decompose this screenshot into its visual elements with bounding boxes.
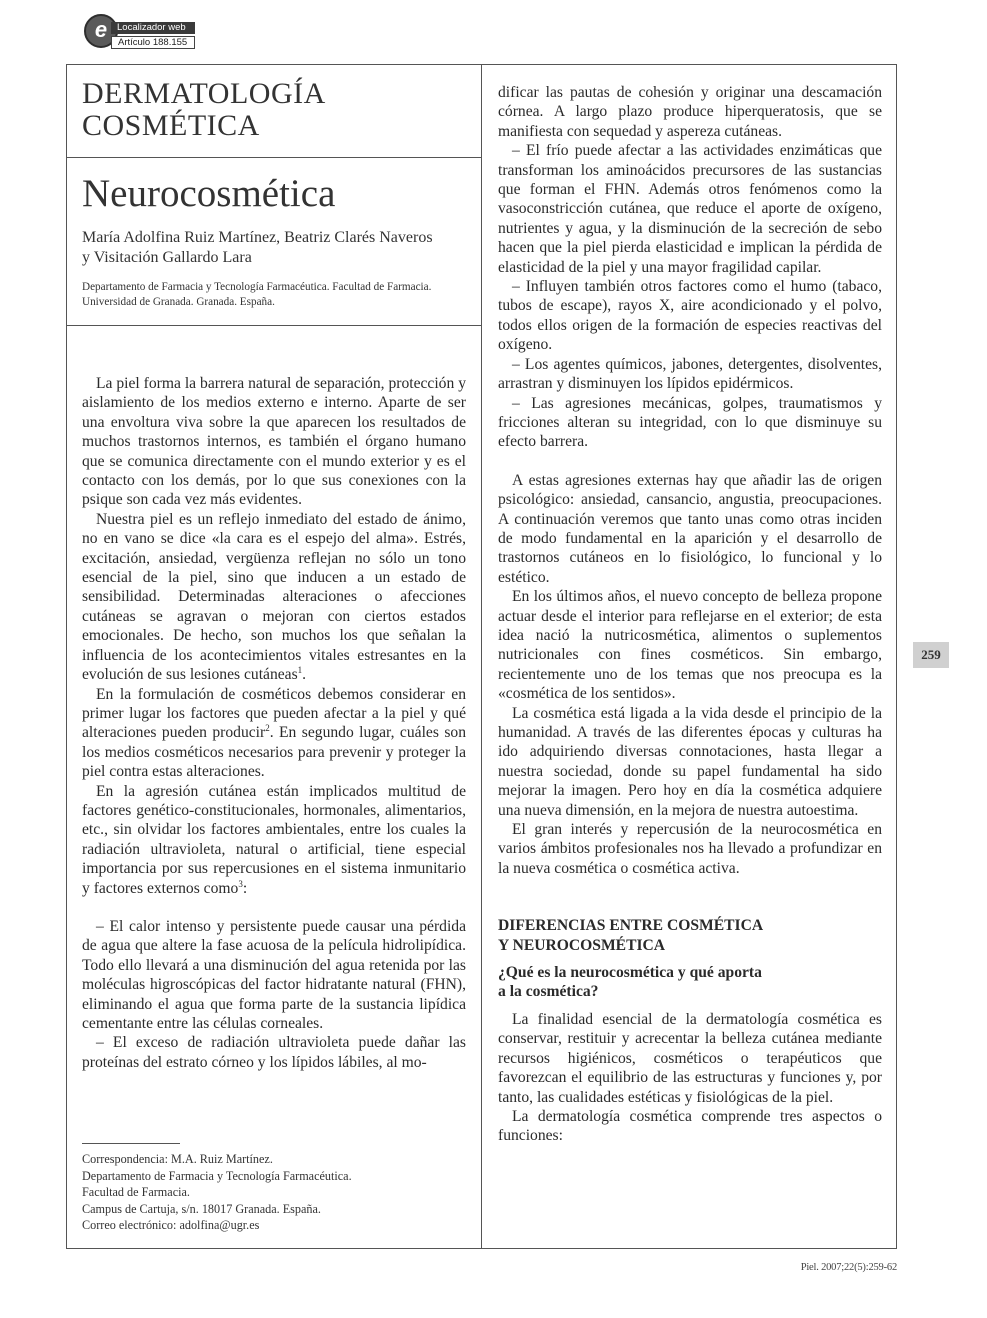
- section-title-line2: COSMÉTICA: [82, 109, 260, 142]
- affiliation-line2: Universidad de Granada. Granada. España.: [82, 296, 275, 308]
- list-item: – Influyen también otros factores como el humo (tabaco, tubos de escape), rayos X, aire acondicionado y el polvo, todos ellos origen de la formación de especies reactivas del oxígeno.: [498, 278, 882, 354]
- column-divider: [481, 64, 482, 1249]
- footnote-line: Departamento de Farmacia y Tecnología Farmacéutica.: [82, 1168, 352, 1183]
- reference-mark: 2: [265, 723, 270, 734]
- reference-mark: 3: [238, 878, 243, 889]
- reference-mark: 1: [297, 664, 303, 675]
- paragraph: A estas agresiones externas hay que añadir las de origen psicológico: ansiedad, cansancio, angustia, preocupaciones. A continuación veremos que tanto unas como otras inciden de modo fundamental en la aparición y el desarrollo de trastornos cutáneos en lo fisiológico, lo funcional y lo estético.: [498, 471, 882, 586]
- left-column: [82, 374, 466, 1072]
- footnote-email: Correo electrónico: adolfina@ugr.es: [82, 1218, 260, 1233]
- list-item: – Los agentes químicos, jabones, detergentes, disolventes, arrastran y disminuyen los lípidos epidérmicos.: [498, 355, 882, 393]
- section-title-line1: DERMATOLOGÍA: [82, 77, 326, 110]
- footnote-line: Correspondencia: M.A. Ruiz Martínez.: [82, 1152, 273, 1166]
- affiliation-line1: Departamento de Farmacia y Tecnología Farmacéutica. Facultad de Farmacia.: [82, 281, 432, 293]
- list-item: – Las agresiones mecánicas, golpes, traumatismos y fricciones alteran su integridad, con lo que disminuye su efecto barrera.: [498, 394, 882, 451]
- paragraph: El gran interés y repercusión de la neurocosmética en varios ámbitos profesionales nos ha llevado a profundizar en la nueva cosmética o cosmética activa.: [498, 821, 882, 877]
- badge-top-label: Localizador web: [111, 22, 195, 34]
- subsection-heading: ¿Qué es la neurocosmética y qué aporta a la cosmética?: [498, 964, 762, 1001]
- header-rule-bottom: [66, 325, 482, 326]
- article-title: Neurocosmética: [82, 172, 336, 215]
- right-column: [498, 83, 882, 1146]
- paragraph: Nuestra piel es un reflejo inmediato del estado de ánimo, no en vano se dice «la cara es el espejo del alma». Estrés, excitación, ansiedad, vergüenza reflejan no sólo un tono esencial de la piel, sino que inducen a un estado de sensibilidad. Determinadas alteraciones o afecciones cutáneas se agravan o mejoran con ciertos estados emocionales. De hecho, son muchos los que señalan la influencia de los acontecimientos vitales estresantes en la evolución de sus lesiones cutáneas$^1$.: [82, 510, 466, 684]
- badge-article-number: Artículo 188.155: [111, 36, 195, 49]
- footnote-line: Campus de Cartuja, s/n. 18017 Granada. España.: [82, 1201, 321, 1216]
- list-item: – El calor intenso y persistente puede causar una pérdida de agua que altere la fase acuosa de la película hidrolipídica. Todo ello llevará a una disminución del agua retenida por las moléculas higroscópicas del factor hidratante natural (FHN), eliminando el agua que forma parte de la sustancia lipídica cementante entre las células corneales.: [82, 917, 466, 1032]
- paragraph: En la agresión cutánea están implicados multitud de factores genético-constitucionales, hormonales, alimentarios, etc., sin olvidar los factores ambientales, entre los cuales la radiación ultravioleta, natural o artificial, tiene especial importancia por sus repercusiones en el sistema inmunitario y factores externos como$^3$:: [82, 782, 466, 897]
- correspondence-footnote: [82, 1151, 466, 1234]
- section-title: [82, 78, 326, 142]
- paragraph: La cosmética está ligada a la vida desde el principio de la humanidad. A través de las diferentes épocas y culturas ha ido adquiriendo diversas connotaciones, hasta llegar a nuestra sociedad, donde su papel fundamental ha sido mejorar la imagen. Pero hoy en día la cosmética adquiere una nueva dimensión, en la mejora de nuestra autoestima.: [498, 704, 882, 819]
- header-rule-top: [66, 157, 482, 158]
- journal-citation: Piel. 2007;22(5):259-62: [800, 1262, 897, 1273]
- e-logo-icon: e: [84, 14, 118, 48]
- authors-line1: María Adolfina Ruiz Martínez, Beatriz Clarés Naveros: [82, 229, 433, 246]
- footnote-rule: [82, 1143, 180, 1144]
- paragraph: dificar las pautas de cohesión y originar una descamación córnea. A largo plazo produce hiperqueratosis, que se manifiesta con sequedad y aspereza cutáneas.: [498, 84, 882, 140]
- authors-line2: y Visitación Gallardo Lara: [82, 249, 252, 266]
- paragraph: La dermatología cosmética comprende tres aspectos o funciones:: [498, 1107, 882, 1145]
- authors: [82, 228, 472, 268]
- footnote-line: Facultad de Farmacia.: [82, 1185, 190, 1200]
- paragraph: La piel forma la barrera natural de separación, protección y aislamiento de los medios externo e interno. Aparte de ser una envoltura viva sobre la que aparecen los resultados de muchos trastornos internos, es también el órgano humano que se comunica directamente con el mundo exterior y es el contacto con los demás, por lo que sus conexiones con la psique son cada vez más evidentes.: [82, 375, 466, 509]
- list-item: – El frío puede afectar a las actividades enzimáticas que transforman los aminoácidos precursores de las sustancias que forman el FHN. Además otros fenómenos como la vasoconstricción cutánea, que reduce el aporte de oxígeno, nutrientes y agua, y la disminución de la secreción de sebo hacen que la piel pierda elasticidad e implican la pérdida de elasticidad de la piel y una mayor fragilidad capilar.: [498, 142, 882, 276]
- section-heading: DIFERENCIAS ENTRE COSMÉTICA Y NEUROCOSMÉTICA: [498, 917, 764, 954]
- web-locator-badge: [84, 14, 198, 52]
- paragraph: La finalidad esencial de la dermatología cosmética es conservar, restituir y acrecentar la belleza cutánea mediante recursos higiénicos, cosméticos o terapéuticos que favorezcan el equilibrio de las estructuras y funciones y, por tanto, las cualidades estéticas y fisiológicas de la piel.: [498, 1010, 882, 1106]
- paragraph: En los últimos años, el nuevo concepto de belleza propone actuar desde el interior para reflejarse en el exterior; de esta idea nació la nutricosmética, alimentos o suplementos nutricionales con fines cosméticos. Sin embargo, recientemente uno de los temas que nos preocupa es la «cosmética de los sentidos».: [498, 588, 882, 703]
- paragraph: En la formulación de cosméticos debemos considerar en primer lugar los factores que pueden afectar a la piel y qué alteraciones pueden producir$^2$. En segundo lugar, cuáles son los medios cosméticos necesarios para prevenir y proteger la piel contra estas alteraciones.: [82, 685, 466, 781]
- page-number: 259: [913, 642, 949, 668]
- list-item: – El exceso de radiación ultravioleta puede dañar las proteínas del estrato córneo y los lípidos lábiles, al mo-: [82, 1034, 466, 1071]
- affiliation: [82, 280, 472, 310]
